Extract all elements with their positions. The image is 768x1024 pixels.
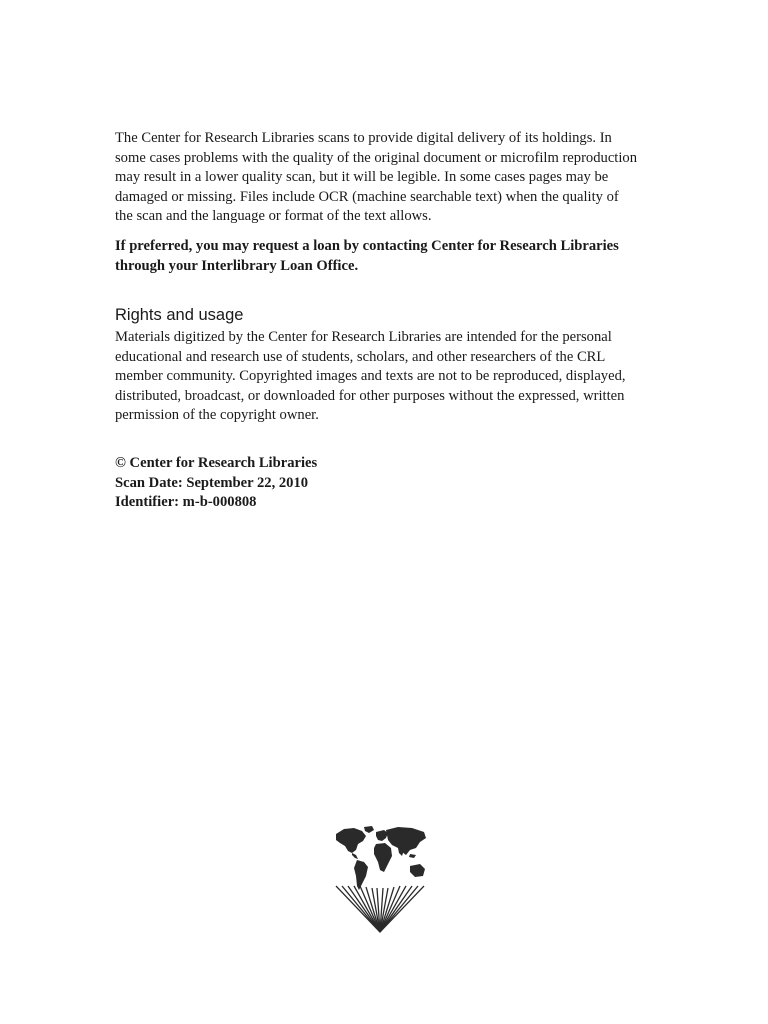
intro-line: damaged or missing. Files include OCR (machine searchable text) when the quality of (115, 188, 619, 205)
scan-info (115, 454, 660, 513)
light-rays (336, 886, 424, 932)
intro-line: The Center for Research Libraries scans to provide digital delivery of its holdings. In (115, 130, 612, 146)
intro-paragraph (115, 129, 660, 227)
rights-line: Materials digitized by the Center for Research Libraries are intended for the personal (115, 329, 612, 345)
loan-notice (115, 237, 660, 276)
rights-line: permission of the copyright owner. (115, 407, 319, 423)
rights-line: educational and research use of students, scholars, and other researchers of the CRL (115, 348, 606, 365)
loan-notice-line: through your Interlibrary Loan Office. (115, 257, 359, 274)
identifier: Identifier: m-b-000808 (115, 494, 257, 510)
world-map-continents (336, 826, 426, 890)
rights-line: distributed, broadcast, or downloaded for other purposes without the expressed, written (115, 387, 625, 404)
scan-date: Scan Date: September 22, 2010 (115, 474, 309, 491)
rights-paragraph (115, 328, 660, 426)
rights-heading: Rights and usage (115, 306, 244, 324)
copyright-line: © Center for Research Libraries (115, 455, 318, 471)
rights-line: member community. Copyrighted images and texts are not to be reproduced, displayed, (115, 368, 626, 384)
intro-line: may result in a lower quality scan, but it will be legible. In some cases pages may be (115, 169, 609, 185)
loan-notice-line: If preferred, you may request a loan by contacting Center for Research Libraries (115, 238, 619, 254)
intro-line: some cases problems with the quality of the original document or microfilm reproduction (115, 149, 638, 166)
intro-line: the scan and the language or format of the text allows. (115, 208, 432, 224)
crl-globe-logo-icon (330, 824, 430, 936)
